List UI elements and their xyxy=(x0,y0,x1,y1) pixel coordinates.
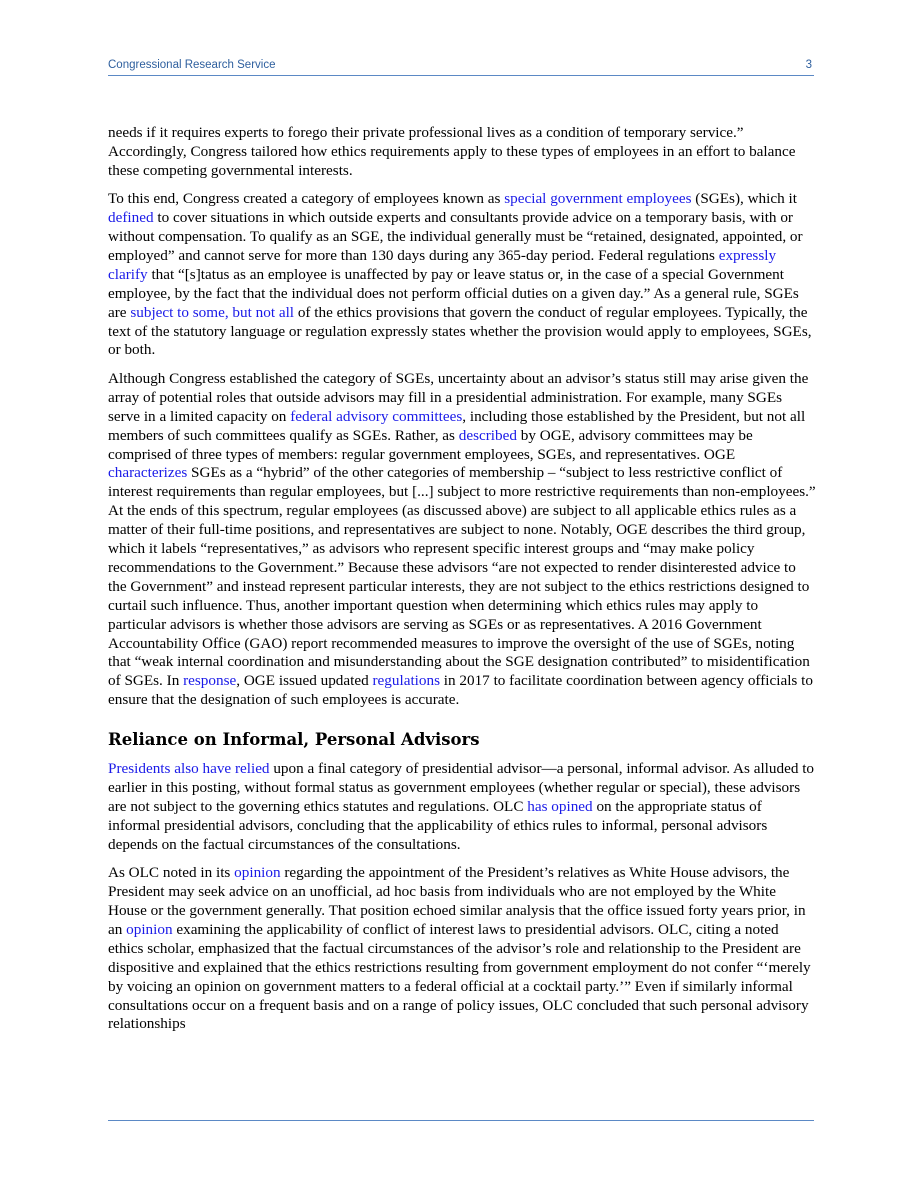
link-opinion[interactable]: opinion xyxy=(126,920,173,938)
link-subject-to-some[interactable]: subject to some, but not all xyxy=(130,303,295,321)
paragraph-text: by OGE, advisory committees may be comprised of three types of members: regular government employees, SGEs, and representatives. OGE xyxy=(108,426,753,463)
link-response[interactable]: response xyxy=(183,672,237,690)
paragraph-text: SGEs as a “hybrid” of the other categories of membership – “subject to less restrictive conflict of interest requirements than regular employees, but [...] subject to more restrictive requirements than non-employees.” At the ends of this spectrum, regular employees (as discussed above) are subject to all applicable ethics rules as a matter of their full-time positions, and representatives are subject to none. Notably, OGE describes the third group, which it labels “representatives,” as advisors who represent specific interest groups and “may make policy recommendations to the Government.” Because these advisors “are not expected to render disinterested advice to the Government” and instead represent particular interests, they are not subject to the ethics restrictions designed to curtail such influence. Thus, another important question when determining which ethics rules may apply to particular advisors is whether those advisors are serving as SGEs or as representatives. A 2016 Government Accountability Office (GAO) report recommended measures to improve the oversight of the use of SGEs, noting that “weak internal coordination and misunderstanding about the SGE designation contributed” to misidentification of SGEs. In xyxy=(108,464,816,690)
paragraph-1 xyxy=(108,124,816,181)
page-number: 3 xyxy=(805,59,812,71)
paragraph-text: (SGEs), which it xyxy=(691,190,797,208)
paragraph-text: To this end, Congress created a category of employees known as xyxy=(108,190,505,208)
document-body xyxy=(108,124,816,1044)
link-special-government-employees[interactable]: special government employees xyxy=(504,190,692,208)
organization-name: Congressional Research Service xyxy=(108,59,276,71)
paragraph-text: on the appropriate status of informal presidential advisors, concluding that the applicability of ethics rules to informal, personal advisors depends on the factual circumstances of the consultations. xyxy=(108,798,768,853)
paragraph-text: As OLC noted in its xyxy=(108,864,235,882)
paragraph-text: that “[s]tatus as an employee is unaffected by pay or leave status or, in the case of a special Government employee, by the fact that the individual does not perform official duties on a given day.” As a general rule, SGEs are xyxy=(108,265,799,321)
paragraph-2 xyxy=(108,190,816,360)
paragraph-text: regarding the appointment of the President’s relatives as White House advisors, the President may seek advice on an unofficial, ad hoc basis from individuals who are not employed by the White House or the government generally. That position echoed similar analysis that the office issued forty years prior, in an xyxy=(108,864,806,938)
link-presidents-also-have-relied[interactable]: Presidents also have relied xyxy=(108,760,270,778)
footer-rule xyxy=(108,1120,814,1121)
link-described[interactable]: described xyxy=(458,426,517,444)
link-opinion[interactable]: opinion xyxy=(234,864,281,882)
page-header xyxy=(108,58,814,76)
section-heading: Reliance on Informal, Personal Advisors xyxy=(108,730,480,750)
paragraph-text: in 2017 to facilitate coordination between agency officials to ensure that the designation of such employees is accurate. xyxy=(108,672,813,709)
paragraph-text: , including those established by the President, but not all members of such committees qualify as SGEs. Rather, as xyxy=(108,407,806,444)
paragraph-5 xyxy=(108,864,816,1034)
paragraph-text: upon a final category of presidential advisor—a personal, informal advisor. As alluded to earlier in this posting, without formal status as government employees (whether regular or special), these advisors are not subject to the governing ethics statutes and regulations. OLC xyxy=(108,760,815,815)
paragraph-3 xyxy=(108,370,816,710)
paragraph-text: needs if it requires experts to forego their private professional lives as a condition of temporary service.” Accordingly, Congress tailored how ethics requirements apply to these types of employees in an effort to balance these competing governmental interests. xyxy=(108,124,796,179)
paragraph-text: examining the applicability of conflict of interest laws to presidential advisors. OLC, citing a noted ethics scholar, emphasized that the factual circumstances of the advisor’s role and relationship to the President are dispositive and explained that the ethics restrictions resulting from government employment do not confer “‘merely by voicing an opinion on government matters to a federal official at a cocktail party.’” Even if similarly informal consultations occur on a frequent basis and on a range of policy issues, OLC concluded that such personal advisory relationships xyxy=(108,920,811,1033)
paragraph-4 xyxy=(108,760,816,855)
link-expressly-clarify[interactable]: expressly clarify xyxy=(108,246,777,283)
link-has-opined[interactable]: has opined xyxy=(527,798,593,815)
link-federal-advisory-committees[interactable]: federal advisory committees xyxy=(290,407,463,425)
paragraph-text: Although Congress established the category of SGEs, uncertainty about an advisor’s status still may arise given the array of potential roles that outside advisors may fill in a presidential administration. For example, many SGEs serve in a limited capacity on xyxy=(108,369,809,425)
paragraph-text: to cover situations in which outside experts and consultants provide advice on a temporary basis, with or without compensation. To qualify as an SGE, the individual generally must be “retained, designated, appointed, or employed” and cannot serve for more than 130 days during any 365-day period. Federal regulations xyxy=(108,209,803,264)
link-characterizes[interactable]: characterizes xyxy=(108,464,188,482)
link-defined[interactable]: defined xyxy=(108,209,154,227)
link-regulations[interactable]: regulations xyxy=(372,672,440,690)
paragraph-text: of the ethics provisions that govern the conduct of regular employees. Typically, the text of the statutory language or regulation expressly states whether the provision would apply to employees, SGEs, or both. xyxy=(108,303,812,359)
paragraph-text: , OGE issued updated xyxy=(236,672,373,690)
